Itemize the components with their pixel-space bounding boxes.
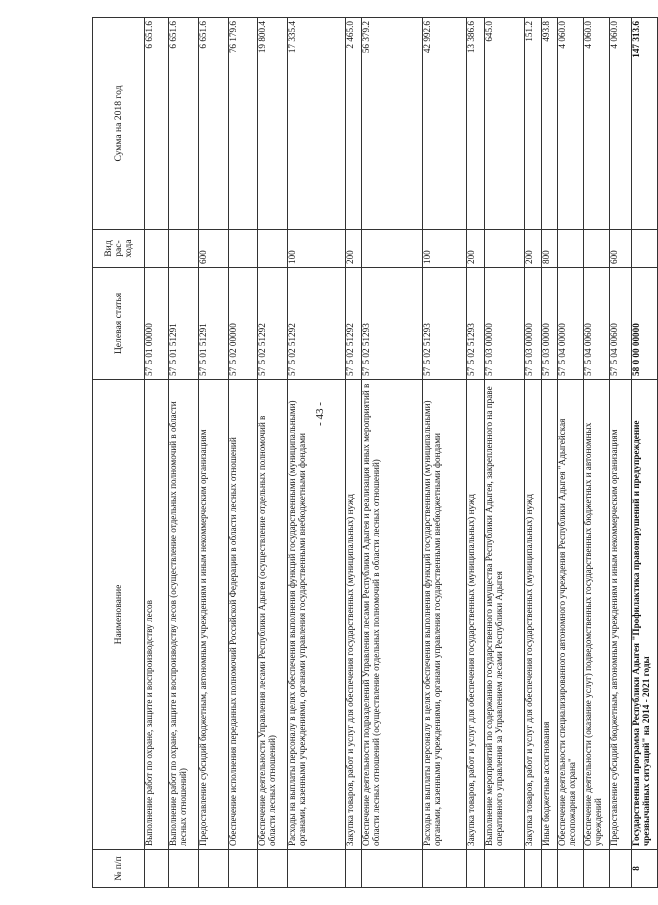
cell-name: Обеспечение деятельности Управления лесами Республики Адыгея (осуществление отдельных полномочий в области лесных отношений) <box>258 380 288 850</box>
cell-code: 57 5 02 51293 <box>362 268 423 380</box>
cell-name: Предоставление субсидий бюджетным, автономным учреждениям и иным некоммерческим организациям <box>199 380 229 850</box>
cell-num <box>467 850 485 888</box>
table-row <box>229 18 258 888</box>
table-row <box>525 18 542 888</box>
cell-num <box>145 850 169 888</box>
cell-num <box>258 850 288 888</box>
cell-num <box>542 850 558 888</box>
cell-sum: 147 313.6 <box>632 18 658 230</box>
cell-sum: 4 060.0 <box>610 18 632 230</box>
cell-vid: 100 <box>423 230 467 268</box>
cell-vid <box>145 230 169 268</box>
cell-num <box>229 850 258 888</box>
table-row <box>610 18 632 888</box>
cell-name: Расходы на выплаты персоналу в целях обеспечения выполнения функций государственными (муниципальными) органами, казенными учреждениями, органами управления государственными внебюджетными фондами <box>288 380 346 850</box>
cell-vid <box>485 230 525 268</box>
cell-code: 57 5 01 51291 <box>169 268 199 380</box>
cell-name: Расходы на выплаты персоналу в целях обеспечения выполнения функций государственными (муниципальными) органами, казенными учреждениями, органами управления государственными внебюджетными фондами <box>423 380 467 850</box>
rotated-page <box>92 18 651 888</box>
cell-sum: 76 179.6 <box>229 18 258 230</box>
table-row <box>258 18 288 888</box>
cell-code: 57 5 03 00000 <box>485 268 525 380</box>
table-row <box>542 18 558 888</box>
cell-code: 57 5 01 51291 <box>199 268 229 380</box>
cell-name: Обеспечение деятельности (оказание услуг) подведомственных государственных бюджетных и автономных учреждений <box>584 380 610 850</box>
cell-name: Иные бюджетные ассигнования <box>542 380 558 850</box>
cell-num <box>362 850 423 888</box>
cell-sum: 4 060.0 <box>558 18 584 230</box>
cell-vid <box>362 230 423 268</box>
cell-vid <box>169 230 199 268</box>
cell-vid: 200 <box>346 230 362 268</box>
header-vid: Вид рас- хода <box>93 230 145 268</box>
cell-sum: 19 800.4 <box>258 18 288 230</box>
cell-num <box>199 850 229 888</box>
cell-num <box>288 850 346 888</box>
cell-vid <box>632 230 658 268</box>
table-row <box>288 18 346 888</box>
cell-num: 8 <box>632 850 658 888</box>
cell-name: Закупка товаров, работ и услуг для обеспечения государственных (муниципальных) нужд <box>525 380 542 850</box>
cell-vid <box>558 230 584 268</box>
cell-sum: 6 651.6 <box>169 18 199 230</box>
cell-name: Выполнение работ по охране, защите и воспроизводству лесов (осуществление отдельных полномочий в области лесных отношений) <box>169 380 199 850</box>
cell-vid: 600 <box>610 230 632 268</box>
cell-num <box>558 850 584 888</box>
table-row <box>346 18 362 888</box>
table-row <box>584 18 610 888</box>
header-code: Целевая статья <box>93 268 145 380</box>
table-row <box>169 18 199 888</box>
cell-num <box>525 850 542 888</box>
cell-name: Обеспечение исполнения переданных полномочий Российской Федерации в области лесных отношений <box>229 380 258 850</box>
cell-num <box>346 850 362 888</box>
cell-vid: 200 <box>467 230 485 268</box>
cell-code: 57 5 02 51292 <box>288 268 346 380</box>
cell-sum: 4 060.0 <box>584 18 610 230</box>
cell-code: 57 5 02 00000 <box>229 268 258 380</box>
table-row <box>485 18 525 888</box>
cell-sum: 13 386.6 <box>467 18 485 230</box>
cell-num <box>169 850 199 888</box>
header-name: Наименование <box>93 380 145 850</box>
table-row <box>199 18 229 888</box>
header-sum: Сумма на 2018 год <box>93 18 145 230</box>
cell-sum: 151.2 <box>525 18 542 230</box>
cell-code: 57 5 04 00000 <box>558 268 584 380</box>
budget-table <box>92 17 658 888</box>
cell-code: 57 5 03 00000 <box>542 268 558 380</box>
cell-sum: 17 335.4 <box>288 18 346 230</box>
cell-code: 57 5 03 00000 <box>525 268 542 380</box>
cell-name: Обеспечение деятельности специализированного автономного учреждения Республики Адыгея "Адыгейская лесопожарная охрана" <box>558 380 584 850</box>
cell-code: 57 5 02 51293 <box>467 268 485 380</box>
cell-vid <box>229 230 258 268</box>
cell-code: 57 5 01 00000 <box>145 268 169 380</box>
cell-name: Предоставление субсидий бюджетным, автономным учреждениям и иным некоммерческим организациям <box>610 380 632 850</box>
table-row <box>145 18 169 888</box>
cell-name: Государственная программа Республики Адыгея "Профилактика правонарушений и предупреждение чрезвычайных ситуаций" на 2014 - 2021 годы <box>632 380 658 850</box>
cell-num <box>485 850 525 888</box>
cell-sum: 645.0 <box>485 18 525 230</box>
cell-vid: 200 <box>525 230 542 268</box>
cell-sum: 2 465.0 <box>346 18 362 230</box>
cell-num <box>423 850 467 888</box>
cell-name: Закупка товаров, работ и услуг для обеспечения государственных (муниципальных) нужд <box>346 380 362 850</box>
cell-sum: 6 651.6 <box>199 18 229 230</box>
cell-vid <box>584 230 610 268</box>
cell-code: 57 5 04 00600 <box>610 268 632 380</box>
cell-name: Обеспечение деятельности подразделений Управления лесами Республики Адыгея и реализация иных мероприятий в области лесных отношений (осуществление отдельных полномочий в области лесных отношений) <box>362 380 423 850</box>
page-number: - 43 - <box>314 402 326 426</box>
cell-num <box>610 850 632 888</box>
cell-vid <box>258 230 288 268</box>
table-row <box>558 18 584 888</box>
cell-vid: 800 <box>542 230 558 268</box>
header-num: № п/п <box>93 850 145 888</box>
table-row <box>467 18 485 888</box>
cell-sum: 493.8 <box>542 18 558 230</box>
table-row <box>423 18 467 888</box>
cell-sum: 56 379.2 <box>362 18 423 230</box>
cell-vid: 600 <box>199 230 229 268</box>
table-row <box>362 18 423 888</box>
cell-code: 57 5 02 51292 <box>258 268 288 380</box>
cell-code: 57 5 02 51292 <box>346 268 362 380</box>
cell-name: Закупка товаров, работ и услуг для обеспечения государственных (муниципальных) нужд <box>467 380 485 850</box>
cell-name: Выполнение работ по охране, защите и воспроизводству лесов <box>145 380 169 850</box>
table-row <box>632 18 658 888</box>
cell-name: Выполнение мероприятий по содержанию государственного имущества Республики Адыгея, закрепленного на праве оперативного управления за Управлением лесами Республики Адыгея <box>485 380 525 850</box>
cell-code: 57 5 02 51293 <box>423 268 467 380</box>
cell-sum: 42 992.6 <box>423 18 467 230</box>
cell-code: 57 5 04 00600 <box>584 268 610 380</box>
cell-vid: 100 <box>288 230 346 268</box>
cell-sum: 6 651.6 <box>145 18 169 230</box>
cell-num <box>584 850 610 888</box>
cell-code: 58 0 00 00000 <box>632 268 658 380</box>
